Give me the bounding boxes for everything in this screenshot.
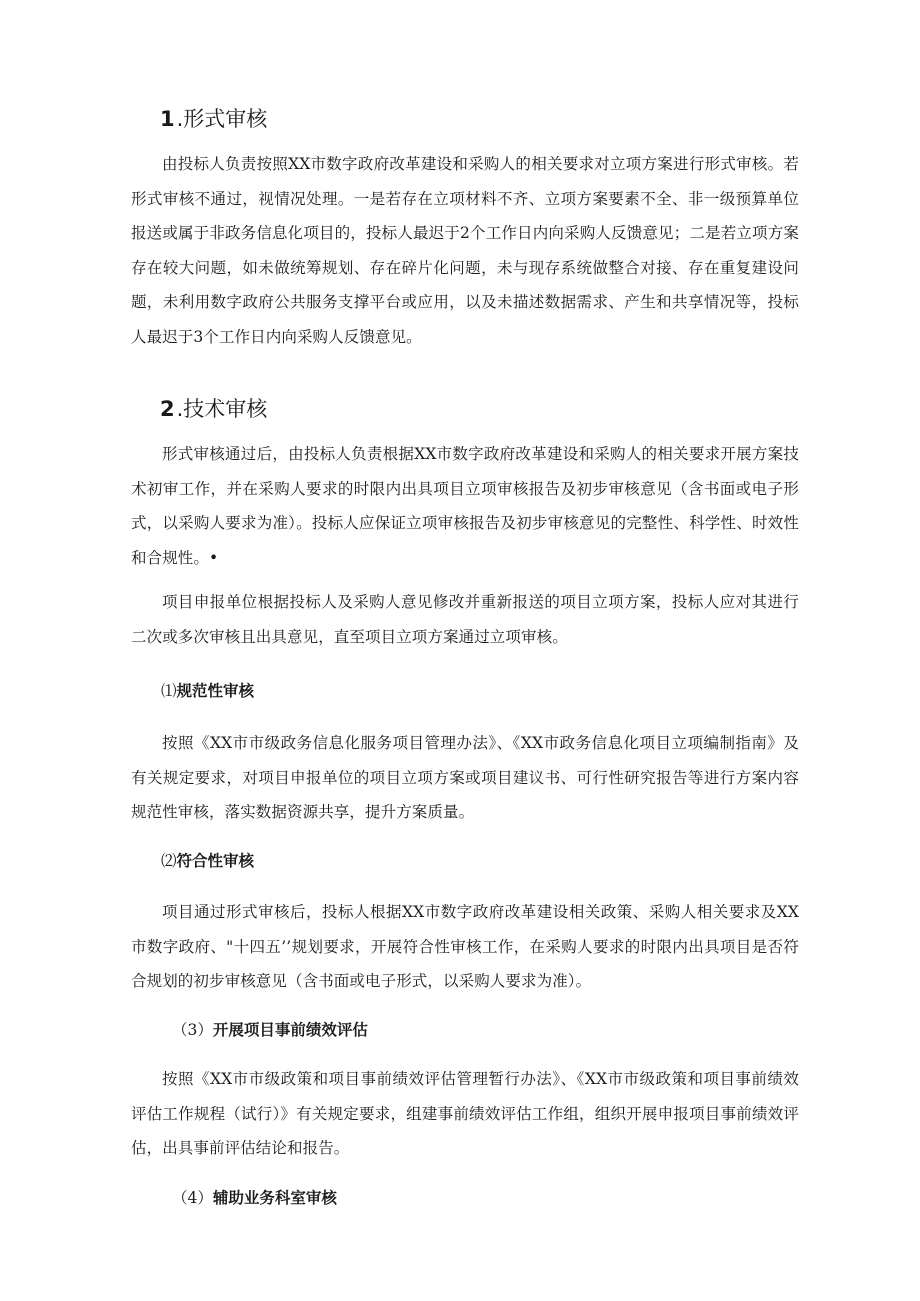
subsection-prefix: ⑵ [161, 852, 177, 870]
subsection-title: 辅助业务科室审核 [212, 1189, 337, 1207]
paragraph: 项目申报单位根据投标人及采购人意见修改并重新报送的项目立项方案，投标人应对其进行二次或多次审核且出具意见，直至项目立项方案通过立项审核。 [131, 593, 799, 646]
paragraph: 形式审核通过后，由投标人负责根据XX市数字政府改革建设和采购人的相关要求开展方案技术初审工作，并在采购人要求的时限内出具项目立项审核报告及初步审核意见（含书面或电子形式，以采购人要求为准）。投标人应保证立项审核报告及初步审核意见的完整性、科学性、时效性和合规性。• [131, 445, 799, 567]
subsection-title: 开展项目事前绩效评估 [212, 1021, 368, 1039]
subsection-heading-3 [172, 1020, 368, 1040]
subsection-prefix: ⑴ [161, 682, 177, 700]
section-heading-1 [160, 106, 267, 132]
paragraph: 项目通过形式审核后，投标人根据XX市数字政府改革建设相关政策、采购人相关要求及XX市数字政府、"十四五’’规划要求，开展符合性审核工作，在采购人要求的时限内出具项目是否符合规划的初步审核意见（含书面或电子形式，以采购人要求为准）。 [131, 903, 799, 990]
section-title: .技术审核 [176, 397, 268, 421]
paragraph: 按照《XX市市级政务信息化服务项目管理办法》、《XX市政务信息化项目立项编制指南》及有关规定要求，对项目申报单位的项目立项方案或项目建议书、可行性研究报告等进行方案内容规范性审核，落实数据资源共享，提升方案质量。 [131, 734, 799, 821]
section-title: .形式审核 [176, 107, 268, 131]
section-number: 2 [160, 397, 175, 421]
subsection-heading-2 [161, 851, 254, 871]
subsection-prefix: （3） [172, 1021, 213, 1039]
paragraph: 按照《XX市市级政策和项目事前绩效评估管理暂行办法》、《XX市市级政策和项目事前绩效评估工作规程（试行）》有关规定要求，组建事前绩效评估工作组，组织开展申报项目事前绩效评估，出具事前评估结论和报告。 [131, 1070, 799, 1157]
subsection-heading-4 [172, 1188, 337, 1208]
section-heading-2 [160, 396, 267, 422]
section-number: 1 [160, 107, 175, 131]
subsection-prefix: （4） [172, 1189, 213, 1207]
subsection-title: 符合性审核 [176, 852, 255, 870]
subsection-title: 规范性审核 [176, 682, 255, 700]
subsection-heading-1 [161, 681, 254, 701]
paragraph: 由投标人负责按照XX市数字政府改革建设和采购人的相关要求对立项方案进行形式审核。若形式审核不通过，视情况处理。一是若存在立项材料不齐、立项方案要素不全、非一级预算单位报送或属于非政务信息化项目的，投标人最迟于2个工作日内向采购人反馈意见；二是若立项方案存在较大问题，如未做统筹规划、存在碎片化问题，未与现存系统做整合对接、存在重复建设问题，未利用数字政府公共服务支撑平台或应用，以及未描述数据需求、产生和共享情况等，投标人最迟于3个工作日内向采购人反馈意见。 [131, 155, 799, 346]
